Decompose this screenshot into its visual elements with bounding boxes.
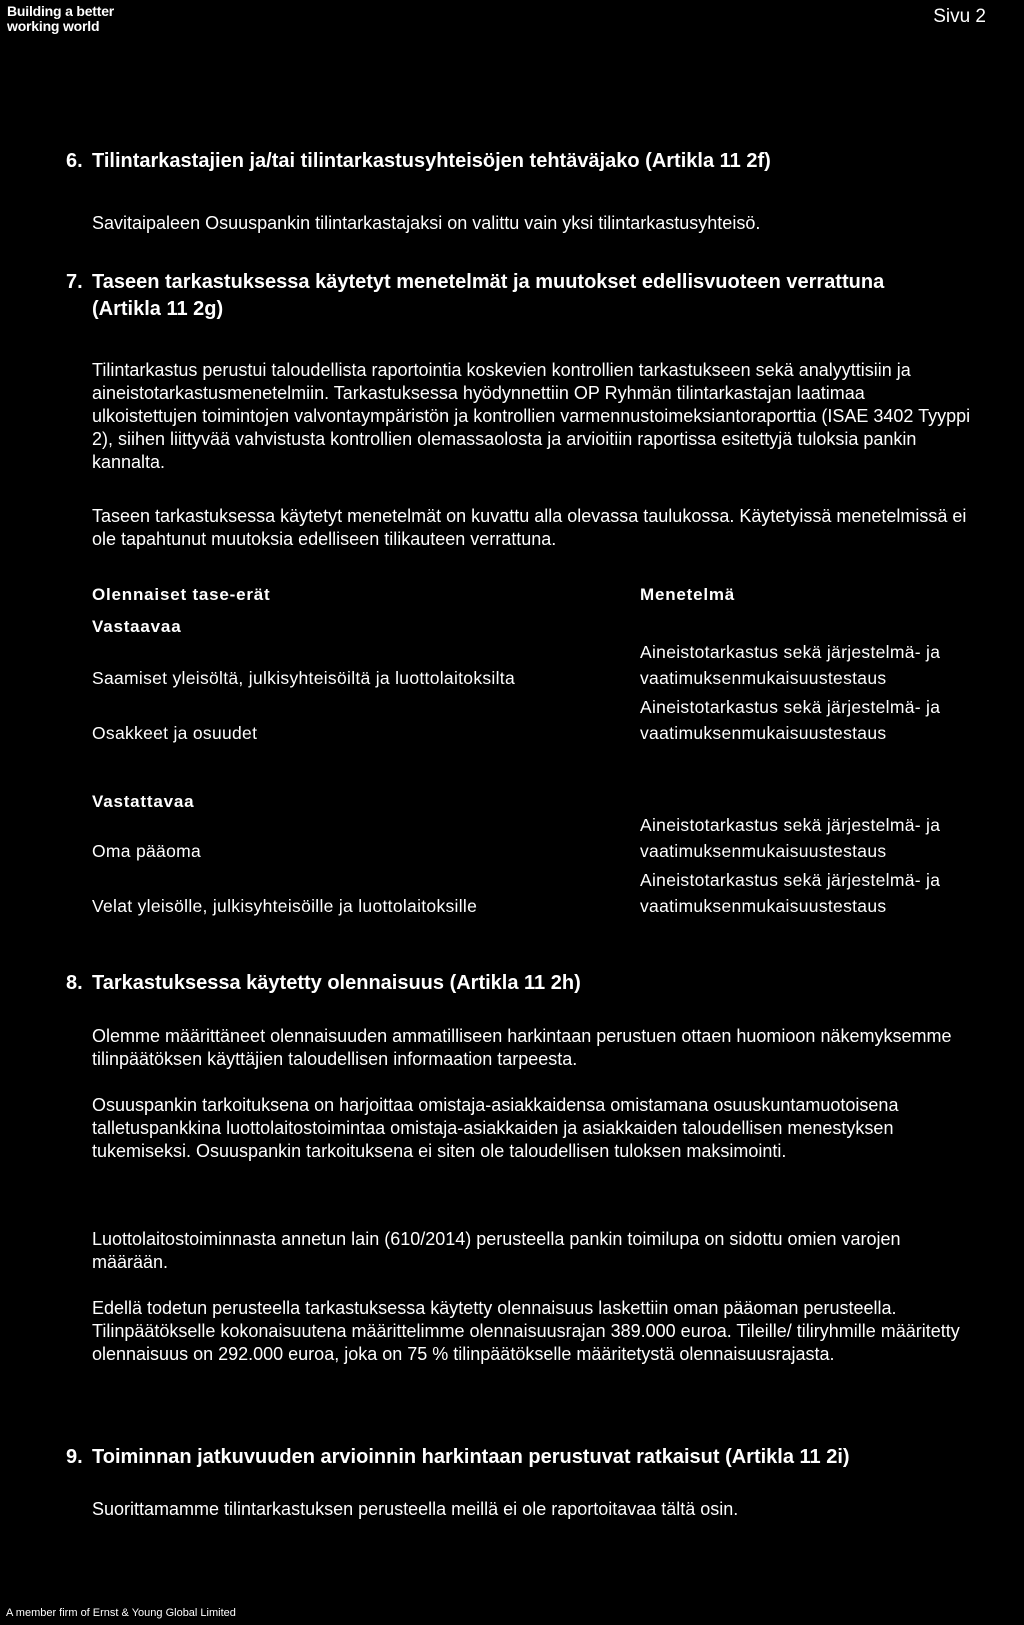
- table-row-3-method-1: Aineistotarkastus sekä järjestelmä- ja: [640, 815, 941, 835]
- table-group-assets: Vastaavaa: [92, 617, 182, 636]
- brand-line-2: working world: [7, 18, 100, 34]
- table-row-2-method-1: Aineistotarkastus sekä järjestelmä- ja: [640, 697, 941, 717]
- section-7-number: 7.: [66, 271, 83, 293]
- table-row-4-item: Velat yleisölle, julkisyhteisöille ja luottolaitoksille: [92, 896, 478, 916]
- section-7-title: Taseen tarkastuksessa käytetyt menetelmät ja muutokset edellisvuoteen verrattuna (Artikla 11 2g): [92, 271, 885, 320]
- brand-tagline: [7, 4, 114, 34]
- footer-note: A member firm of Ernst & Young Global Limited: [6, 1607, 236, 1619]
- section-7-paragraph-1: Tilintarkastus perustui taloudellista raportointia koskevien kontrollien tarkastukseen sekä analyyttisiin ja aineistotarkastusmenetelmiin. Tarkastuksessa hyödynnettiin OP Ryhmän tilintarkastajan laatimaa ulkoistettujen toimintojen valvontaympäristön ja kontrollien varmennustoimeksiantoraporttia (ISAE 3402 Tyyppi 2), siihen liittyvää vahvistusta kontrollien olemassaolosta ja arvioitiin raportissa esitettyjä tuloksia pankin kannalta.: [92, 360, 971, 472]
- section-7-paragraph-2: Taseen tarkastuksessa käytetyt menetelmät on kuvattu alla olevassa taulukossa. Käytetyissä menetelmissä ei ole tapahtunut muutoksia edelliseen tilikauteen verrattuna.: [92, 506, 967, 549]
- table-row-3-method-2: vaatimuksenmukaisuustestaus: [640, 841, 887, 861]
- section-6-paragraph: Savitaipaleen Osuuspankin tilintarkastajaksi on valittu vain yksi tilintarkastusyhteisö.: [92, 213, 761, 233]
- section-8-paragraph-4: Edellä todetun perusteella tarkastuksessa käytetty olennaisuus laskettiin oman pääoman perusteella. Tilinpäätökselle kokonaisuutena määrittelimme olennaisuusrajan 389.000 euroa. Tileille/ tiliryhmille määritetty olennaisuus on 292.000 euroa, joka on 75 % tilinpäätökselle määritetystä olennaisuusrajasta.: [92, 1298, 960, 1364]
- table-header-items: Olennaiset tase-erät: [92, 585, 271, 604]
- section-6-number: 6.: [66, 150, 83, 172]
- table-row-2-item: Osakkeet ja osuudet: [92, 723, 258, 743]
- table-header-method: Menetelmä: [640, 585, 736, 604]
- section-6-title: Tilintarkastajien ja/tai tilintarkastusyhteisöjen tehtäväjako (Artikla 11 2f): [92, 150, 771, 172]
- section-9-paragraph: Suorittamamme tilintarkastuksen perusteella meillä ei ole raportoitavaa tältä osin.: [92, 1499, 739, 1519]
- table-row-3-item: Oma pääoma: [92, 841, 202, 861]
- brand-line-1: Building a better: [7, 3, 115, 19]
- section-8-paragraph-2: Osuuspankin tarkoituksena on harjoittaa omistaja-asiakkaidensa omistamana osuuskuntamuotoisena talletuspankkina luottolaitostoimintaa omistaja-asiakkaiden ja asiakkaiden taloudellisen menestyksen tukemiseksi. Osuuspankin tarkoituksena ei siten ole taloudellisen tuloksen maksimointi.: [92, 1095, 899, 1161]
- table-row-1-item: Saamiset yleisöltä, julkisyhteisöiltä ja luottolaitoksilta: [92, 668, 516, 688]
- section-8-number: 8.: [66, 972, 83, 994]
- table-row-4-method-1: Aineistotarkastus sekä järjestelmä- ja: [640, 870, 941, 890]
- table-row-2-method-2: vaatimuksenmukaisuustestaus: [640, 723, 887, 743]
- section-8-paragraph-3: Luottolaitostoiminnasta annetun lain (610/2014) perusteella pankin toimilupa on sidottu omien varojen määrään.: [92, 1229, 901, 1272]
- page-number: Sivu 2: [933, 6, 986, 27]
- table-row-1-method-1: Aineistotarkastus sekä järjestelmä- ja: [640, 642, 941, 662]
- table-row-4-method-2: vaatimuksenmukaisuustestaus: [640, 896, 887, 916]
- section-9-number: 9.: [66, 1446, 83, 1468]
- section-8-title: Tarkastuksessa käytetty olennaisuus (Artikla 11 2h): [92, 972, 581, 994]
- table-group-liabilities: Vastattavaa: [92, 792, 195, 811]
- table-row-1-method-2: vaatimuksenmukaisuustestaus: [640, 668, 887, 688]
- section-8-paragraph-1: Olemme määrittäneet olennaisuuden ammatilliseen harkintaan perustuen ottaen huomioon näkemyksemme tilinpäätöksen käyttäjien taloudellisen informaation tarpeesta.: [92, 1026, 952, 1069]
- section-9-title: Toiminnan jatkuvuuden arvioinnin harkintaan perustuvat ratkaisut (Artikla 11 2i): [92, 1446, 850, 1468]
